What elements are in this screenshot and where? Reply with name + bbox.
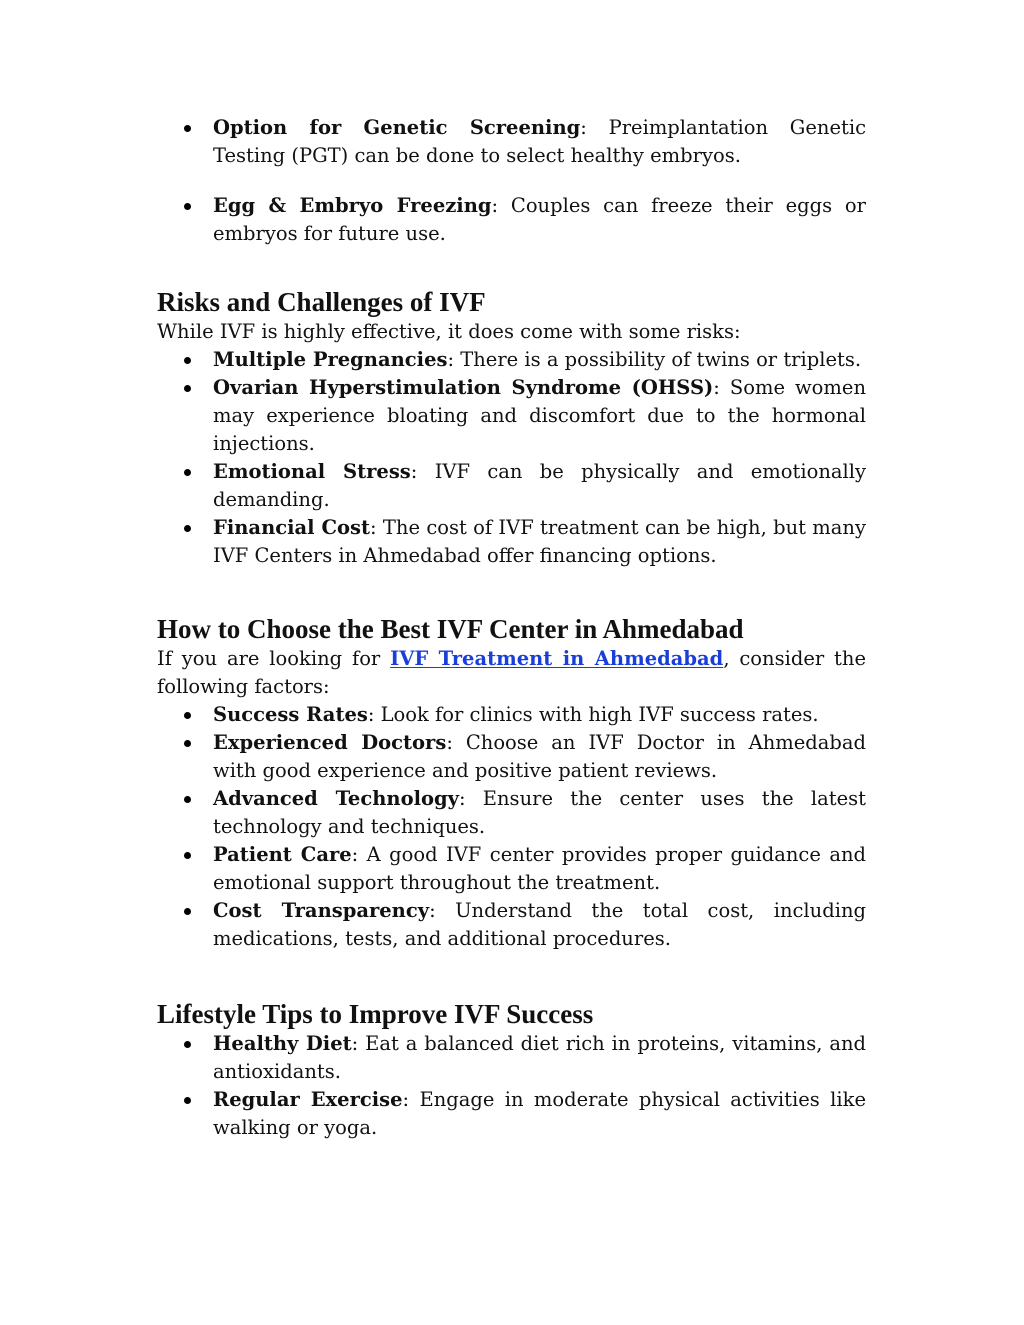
item-term: Healthy Diet	[213, 1032, 352, 1055]
lifestyle-heading: Lifestyle Tips to Improve IVF Success	[157, 999, 594, 1029]
list-item	[157, 1030, 866, 1086]
list-item	[157, 374, 866, 458]
risks-section	[157, 286, 866, 570]
item-term: Ovarian Hyperstimulation Syndrome (OHSS)	[213, 376, 714, 399]
item-term: Advanced Technology	[213, 787, 459, 810]
intro-text-before: If you are looking for	[157, 647, 391, 670]
document-page	[157, 114, 866, 1142]
item-text: : IVF can be physically and emotionally demanding.	[213, 460, 867, 511]
item-text: : Some women may experience bloating and discomfort due to the hormonal injections.	[213, 376, 866, 455]
list-item	[157, 701, 866, 729]
list-item	[157, 785, 866, 841]
ivf-treatment-link[interactable]: IVF Treatment in Ahmedabad	[390, 647, 724, 670]
list-item	[157, 1086, 866, 1142]
item-text: : Couples can freeze their eggs or embryos for future use.	[213, 194, 866, 245]
list-item	[157, 458, 866, 514]
item-term: Patient Care	[213, 843, 352, 866]
item-term: Multiple Pregnancies	[213, 348, 448, 371]
item-text: : The cost of IVF treatment can be high, but many IVF Centers in Ahmedabad offer financing options.	[213, 516, 866, 567]
list-item	[157, 192, 866, 248]
list-item	[157, 514, 866, 570]
choose-center-intro	[157, 645, 866, 701]
benefits-list-continued	[157, 114, 866, 248]
item-term: Success Rates	[213, 703, 368, 726]
list-item	[157, 114, 866, 170]
item-text: : Eat a balanced diet rich in proteins, vitamins, and antioxidants.	[213, 1032, 866, 1083]
item-term: Experienced Doctors	[213, 731, 447, 754]
lifestyle-section	[157, 998, 866, 1142]
item-text: : Look for clinics with high IVF success rates.	[367, 703, 819, 726]
item-term: Emotional Stress	[213, 460, 411, 483]
list-item	[157, 346, 866, 374]
item-term: Financial Cost	[213, 516, 370, 539]
item-text: : Preimplantation Genetic Testing (PGT) can be done to select healthy embryos.	[213, 116, 866, 167]
item-text: : Ensure the center uses the latest technology and techniques.	[213, 787, 866, 838]
list-item	[157, 897, 866, 953]
item-text: : Choose an IVF Doctor in Ahmedabad with good experience and positive patient reviews.	[213, 731, 866, 782]
item-text: : A good IVF center provides proper guidance and emotional support throughout the treatment.	[213, 843, 866, 894]
item-term: Regular Exercise	[213, 1088, 403, 1111]
risks-intro: While IVF is highly effective, it does come with some risks:	[157, 320, 741, 343]
choose-center-heading: How to Choose the Best IVF Center in Ahmedabad	[157, 614, 744, 644]
risks-list	[157, 346, 866, 570]
item-text: : There is a possibility of twins or triplets.	[447, 348, 862, 371]
list-item	[157, 841, 866, 897]
risks-heading: Risks and Challenges of IVF	[157, 287, 486, 317]
item-term: Cost Transparency	[213, 899, 430, 922]
lifestyle-list	[157, 1030, 866, 1142]
item-term: Option for Genetic Screening	[213, 116, 581, 139]
intro-text-after: , consider the following factors:	[157, 647, 866, 698]
factors-list	[157, 701, 866, 953]
item-text: : Understand the total cost, including medications, tests, and additional procedures.	[213, 899, 866, 950]
list-item	[157, 729, 866, 785]
item-term: Egg & Embryo Freezing	[213, 194, 492, 217]
choose-center-section	[157, 613, 866, 953]
item-text: : Engage in moderate physical activities like walking or yoga.	[213, 1088, 866, 1139]
